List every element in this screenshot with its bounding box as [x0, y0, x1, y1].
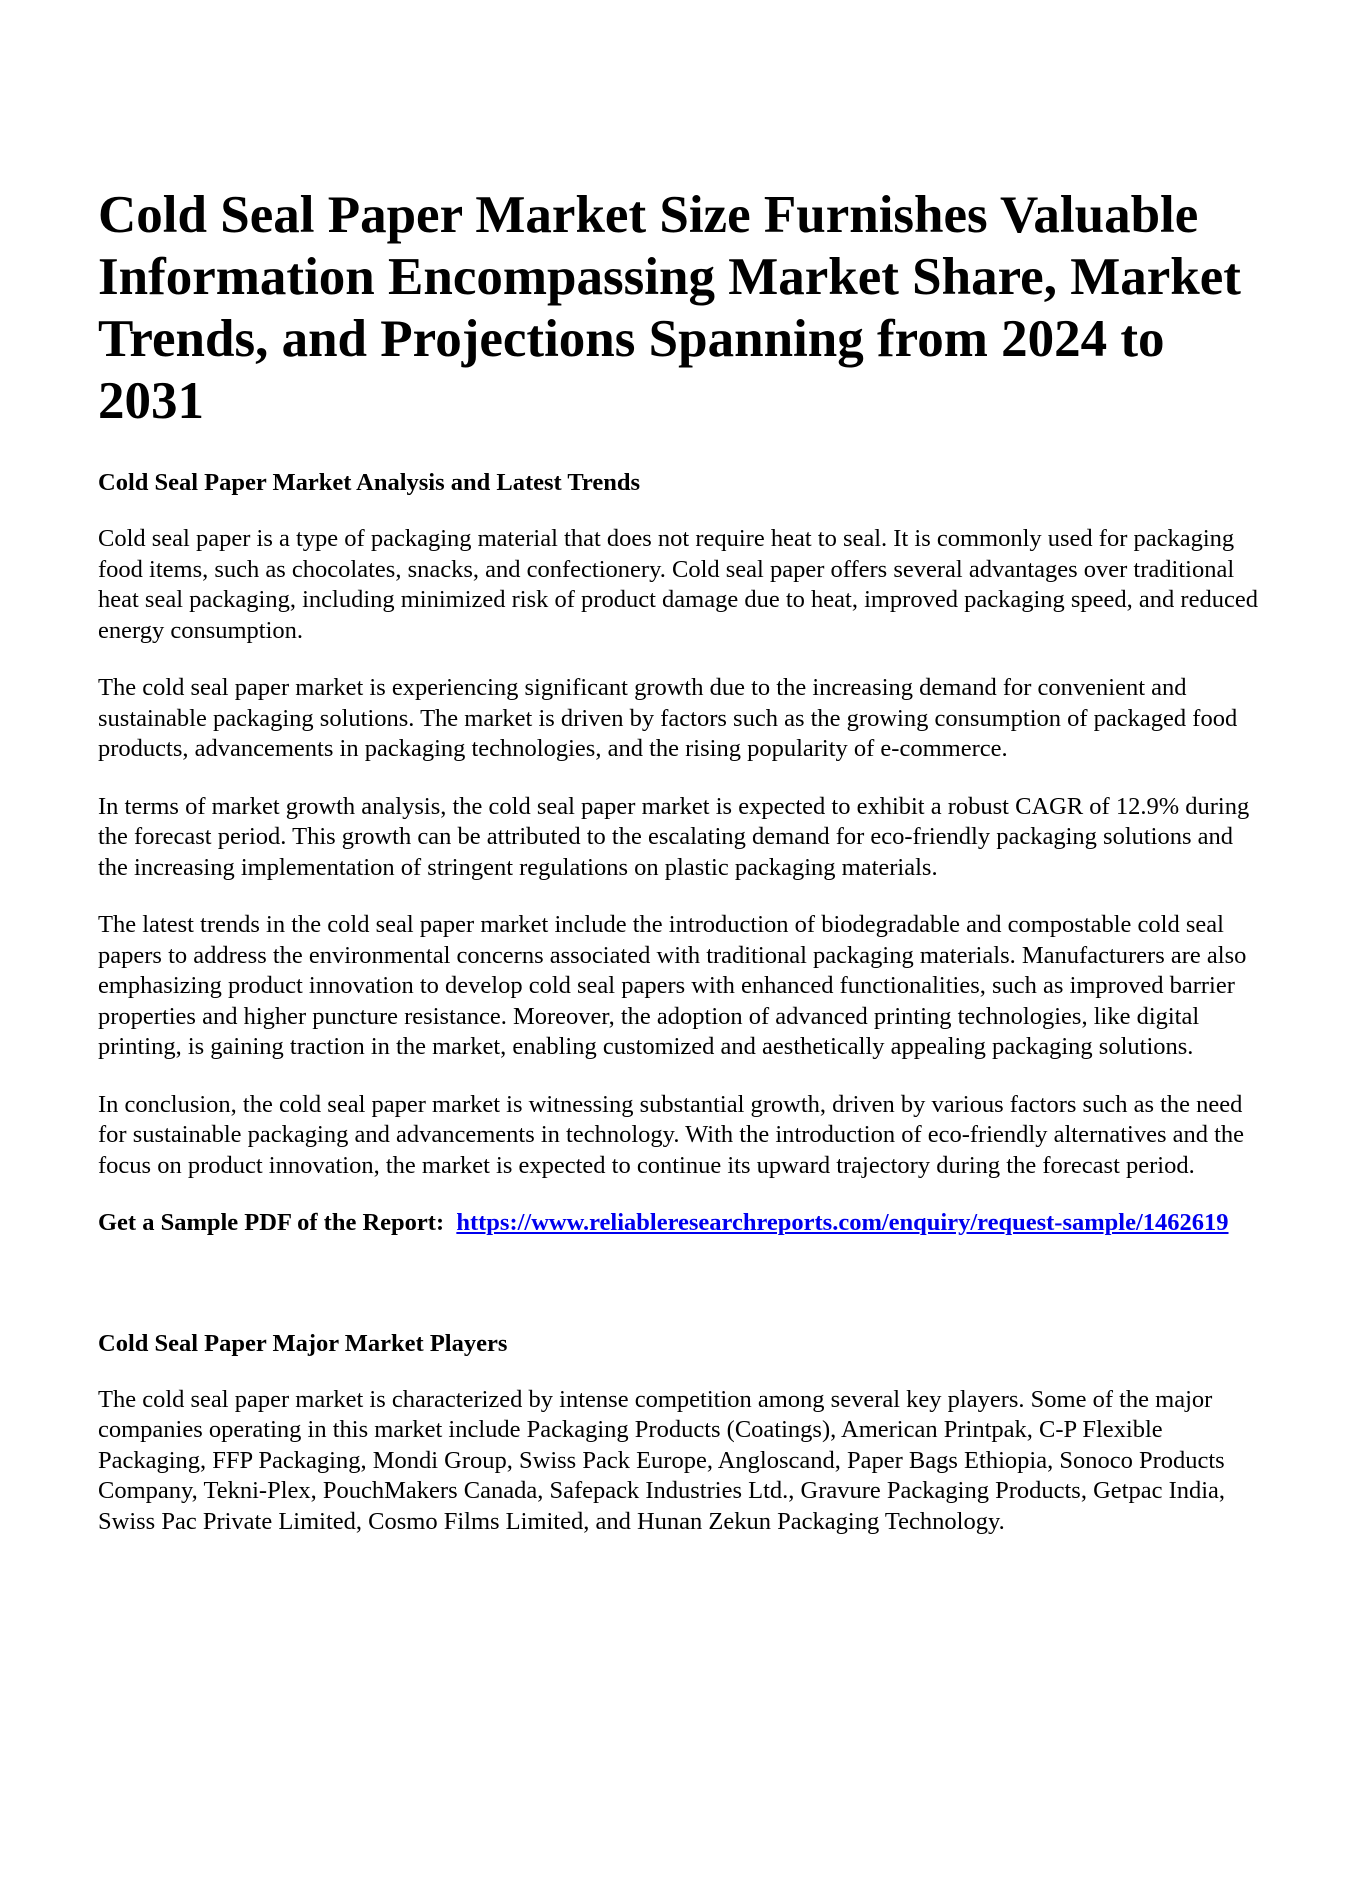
sample-request-label: Get a Sample PDF of the Report: — [98, 1209, 445, 1236]
page-title: Cold Seal Paper Market Size Furnishes Valuable Information Encompassing Market Share, Market Trends, and Projections Spanning from 2024 to 2031 — [98, 186, 1241, 430]
analysis-paragraph-4: The latest trends in the cold seal paper market include the introduction of biodegradable and compostable cold seal papers to address the environmental concerns associated with traditional packaging materials. Manufacturers are also emphasizing product innovation to develop cold seal papers with enhanced functionalities, such as improved barrier properties and higher puncture resistance. Moreover, the adoption of advanced printing technologies, like digital printing, is gaining traction in the market, enabling customized and aesthetically appealing packaging solutions. — [98, 911, 1247, 1060]
sample-request-link[interactable]: https://www.reliableresearchreports.com/enquiry/request-sample/1462619 — [456, 1209, 1229, 1236]
section-heading-players: Cold Seal Paper Major Market Players — [98, 1329, 508, 1357]
analysis-paragraph-5: In conclusion, the cold seal paper market is witnessing substantial growth, driven by various factors such as the need for sustainable packaging and advancements in technology. With the introduction of eco-friendly alternatives and the focus on product innovation, the market is expected to continue its upward trajectory during the forecast period. — [98, 1090, 1245, 1179]
players-paragraph-1: The cold seal paper market is characterized by intense competition among several key players. Some of the major companies operating in this market include Packaging Products (Coatings), American Printpak, C-P Flexible Packaging, FFP Packaging, Mondi Group, Swiss Pack Europe, Angloscand, Paper Bags Ethiopia, Sonoco Products Company, Tekni-Plex, PouchMakers Canada, Safepack Industries Ltd., Gravure Packaging Products, Getpac India, Swiss Pac Private Limited, Cosmo Films Limited, and Hunan Zekun Packaging Technology. — [98, 1385, 1226, 1535]
sample-request-line — [98, 1208, 1258, 1239]
analysis-paragraph-1: Cold seal paper is a type of packaging material that does not require heat to seal. It is commonly used for packaging food items, such as chocolates, snacks, and confectionery. Cold seal paper offers several advantages over traditional heat seal packaging, including minimized risk of product damage due to heat, improved packaging speed, and reduced energy consumption. — [98, 525, 1258, 644]
analysis-paragraph-2: The cold seal paper market is experiencing significant growth due to the increasing demand for convenient and sustainable packaging solutions. The market is driven by factors such as the growing consumption of packaged food products, advancements in packaging technologies, and the rising popularity of e-commerce. — [98, 674, 1238, 762]
analysis-paragraph-3: In terms of market growth analysis, the cold seal paper market is expected to exhibit a robust CAGR of 12.9% during the forecast period. This growth can be attributed to the escalating demand for eco-friendly packaging solutions and the increasing implementation of stringent regulations on plastic packaging materials. — [98, 792, 1250, 881]
document-page — [98, 184, 1258, 1537]
section-heading-analysis: Cold Seal Paper Market Analysis and Latest Trends — [98, 469, 641, 496]
